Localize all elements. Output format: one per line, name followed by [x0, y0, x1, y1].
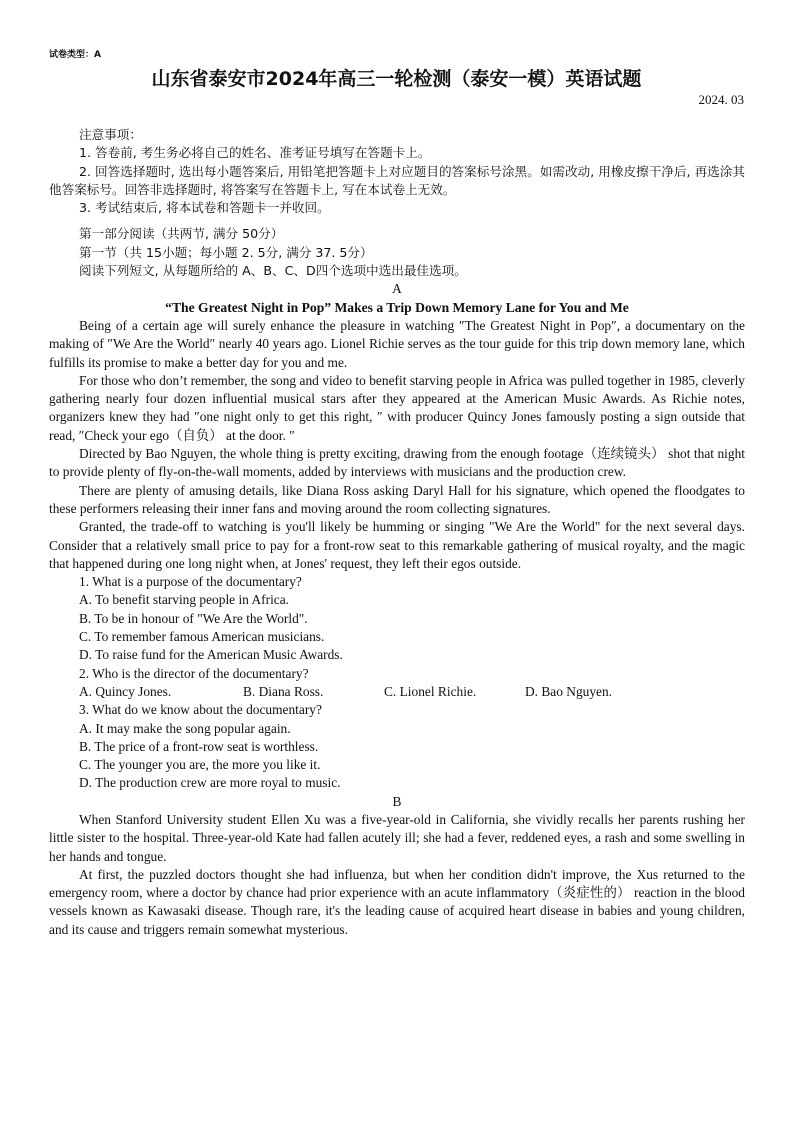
passage-a-paragraph: Granted, the trade-off to watching is you'll likely be humming or singing "We Are the World" for the next several days. Consider that a relatively small price to pay for a front-row seat to this remarkable gathering of musical royalty, and the magic that happened during one long night when, at Jones' request, they left their egos outside.	[49, 519, 745, 571]
question-3-option-c: C. The younger you are, the more you like it.	[79, 757, 321, 773]
exam-date: 2024. 03	[698, 92, 744, 107]
passage-a-paragraph: There are plenty of amusing details, like Diana Ross asking Daryl Hall for his signature, which opened the floodgates to these performers releasing their inner fans and moving around the room collecting signatures.	[49, 482, 745, 516]
passage-b-paragraph: When Stanford University student Ellen Xu was a five-year-old in California, she vividly recalls her parents rushing her little sister to the hospital. Three-year-old Kate had fallen acutely ill; she had a fever, reddened eyes, a rash and some swelling in her hands and tongue.	[49, 811, 745, 864]
part1-heading: 第一部分阅读（共两节, 满分 50分）	[79, 226, 284, 242]
note-item-1: 1. 答卷前, 考生务必将自己的姓名、准考证号填写在答题卡上。	[79, 145, 431, 161]
question-2-option-a: A. Quincy Jones.	[79, 683, 172, 699]
note-item-3: 3. 考试结束后, 将本试卷和答题卡一并收回。	[79, 200, 330, 216]
exam-content	[49, 126, 745, 939]
question-2-option-c: C. Lionel Richie.	[384, 683, 477, 699]
passage-b-label: B	[392, 793, 402, 809]
passage-b-paragraph: At first, the puzzled doctors thought she had influenza, but when her condition didn't improve, the Xus returned to the emergency room, where a doctor by chance had prior experience with an acute inflammatory（炎症性的） reaction in the blood vessels known as Kawasaki disease. Though rare, it's the leading cause of acquired heart disease in babies and young children, and its cause and triggers remain somewhat mysterious.	[49, 866, 745, 937]
passage-a-paragraph: Being of a certain age will surely enhance the pleasure in watching ″The Greatest Night in Pop″, a documentary on the making of ″We Are the World″ nearly 40 years ago. Lionel Richie serves as the tour guide for this trip down memory lane, which fulfills its promise to make a better day for you and me.	[49, 317, 745, 370]
exam-title: 山东省泰安市2024年高三一轮检测（泰安一模）英语试题	[151, 68, 642, 90]
passage-a-title: “The Greatest Night in Pop” Makes a Trip Down Memory Lane for You and Me	[165, 299, 629, 315]
notes-section	[49, 126, 745, 217]
question-1-option-d: D. To raise fund for the American Music Awards.	[79, 647, 343, 663]
passage-a-paragraph: For those who don’t remember, the song and video to benefit starving people in Africa was pulled together in 1985, cleverly gathering nearly four dozen influential musical stars after they appeared at the American Music Awards. As Richie notes, organizers knew they had ″one night only to get this right, ″ with producer Quincy Jones famously posting a sign outside that read, ″Check your ego（自负） at the door. ″	[49, 372, 745, 443]
question-3-option-a: A. It may make the song popular again.	[79, 720, 291, 736]
question-2-option-d: D. Bao Nguyen.	[525, 683, 613, 699]
passage-a-label: A	[392, 281, 402, 297]
part1-instruction: 阅读下列短文, 从每题所给的 A、B、C、D四个选项中选出最佳选项。	[79, 263, 467, 279]
part1-section-title: 第一节（共 15小题；每小题 2. 5分, 满分 37. 5分）	[79, 244, 373, 260]
question-2-stem: 2. Who is the director of the documentary?	[79, 665, 309, 681]
question-3-option-b: B. The price of a front-row seat is worthless.	[79, 738, 319, 754]
notes-heading: 注意事项：	[79, 127, 142, 142]
part1-section	[49, 225, 745, 280]
question-1-option-c: C. To remember famous American musicians.	[79, 629, 325, 645]
question-3-option-d: D. The production crew are more royal to music.	[79, 775, 341, 791]
question-1-option-b: B. To be in honour of "We Are the World".	[79, 610, 308, 626]
note-item-2: 2. 回答选择题时, 选出每小题答案后, 用铅笔把答题卡上对应题目的答案标号涂黑。如需改动, 用橡皮擦干净后, 再选涂其他答案标号。回答非选择题时, 将答案写在答题卡上, 写在本试卷上无效。	[49, 163, 745, 197]
question-2-option-b: B. Diana Ross.	[243, 683, 324, 699]
paper-type-label: 试卷类型：A	[49, 50, 101, 60]
question-2-options	[49, 683, 745, 701]
passage-a-paragraph: Directed by Bao Nguyen, the whole thing is pretty exciting, drawing from the enough footage（连续镜头） shot that night to provide plenty of fly-on-the-wall moments, added by interviews with musicians and the production crew.	[49, 446, 745, 480]
question-1-option-a: A. To benefit starving people in Africa.	[79, 592, 290, 608]
question-1-stem: 1. What is a purpose of the documentary?	[79, 574, 302, 590]
question-3-stem: 3. What do we know about the documentary?	[79, 702, 322, 718]
